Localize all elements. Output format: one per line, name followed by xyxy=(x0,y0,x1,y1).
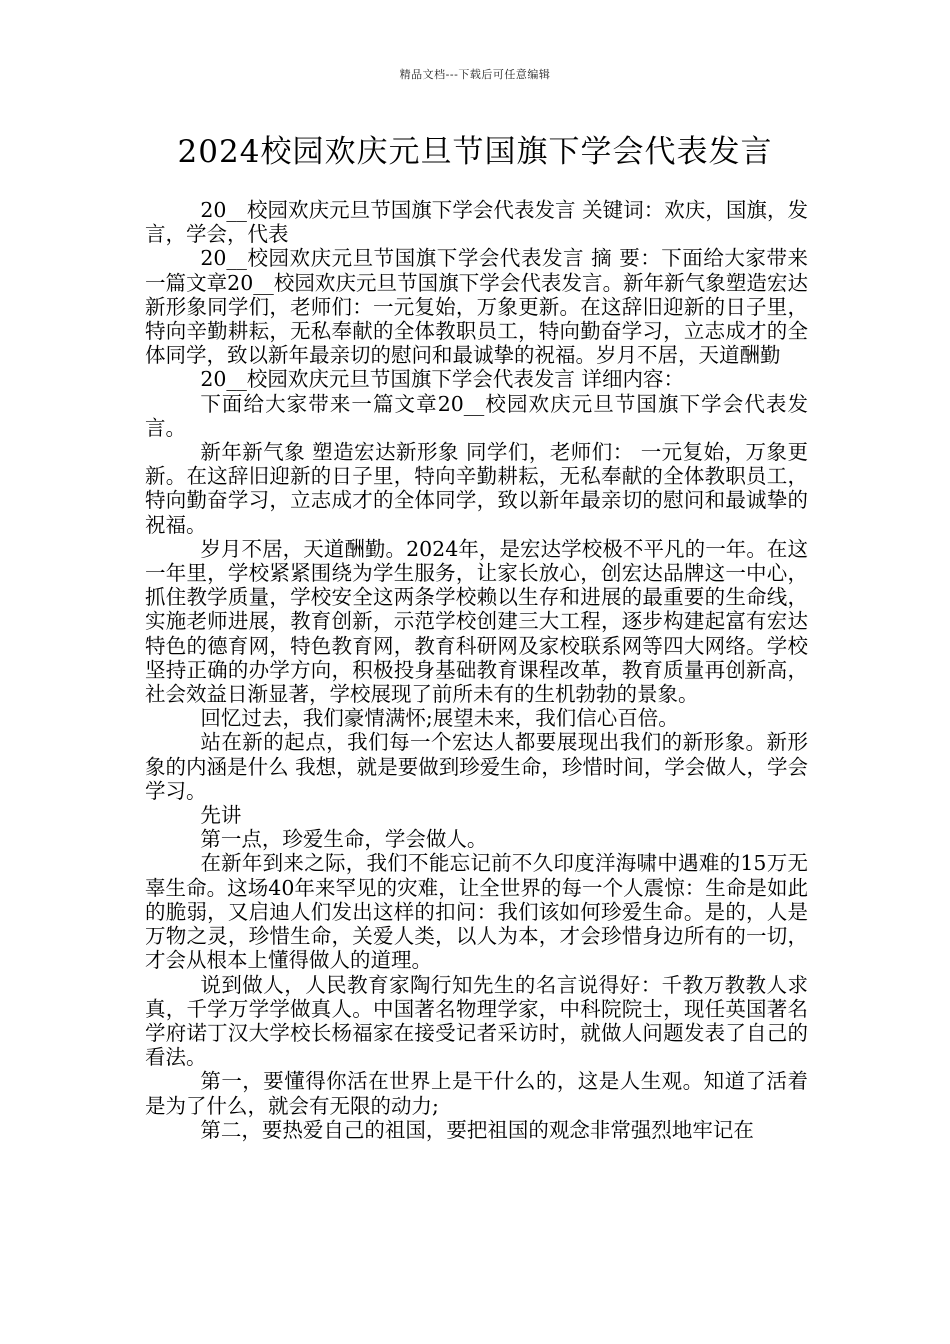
paragraph: 20__校园欢庆元旦节国旗下学会代表发言 关键词：欢庆，国旗，发言，学会，代表 xyxy=(145,198,808,247)
paragraph: 20__校园欢庆元旦节国旗下学会代表发言 详细内容： xyxy=(200,367,684,392)
paragraph: 下面给大家带来一篇文章20__校园欢庆元旦节国旗下学会代表发言。 xyxy=(145,391,808,440)
paragraph: 第一，要懂得你活在世界上是干什么的，这是人生观。知道了活着是为了什么，就会有无限的动力; xyxy=(145,1069,808,1118)
paragraph: 先讲 xyxy=(200,803,242,828)
paragraph: 站在新的起点，我们每一个宏达人都要展现出我们的新形象。新形象的内涵是什么 我想，就是要做到珍爱生命，珍惜时间，学会做人，学会学习。 xyxy=(145,730,808,803)
paragraph: 在新年到来之际，我们不能忘记前不久印度洋海啸中遇难的15万无辜生命。这场40年来罕见的灾难，让全世界的每一个人震惊：生命是如此的脆弱，又启迪人们发出这样的扣问：我们该如何珍爱生命。是的，人是万物之灵，珍惜生命，关爱人类，以人为本，才会珍惜身边所有的一切，才会从根本上懂得做人的道理。 xyxy=(145,851,808,973)
paragraph: 说到做人，人民教育家陶行知先生的名言说得好：千教万教教人求真，千学万学学做真人。中国著名物理学家，中科院院士，现任英国著名学府诺丁汉大学校长杨福家在接受记者采访时，就做人问题发表了自己的看法。 xyxy=(145,972,808,1070)
page-header: 精品文档---下载后可任意编辑 xyxy=(399,68,551,81)
paragraph: 第一点，珍爱生命，学会做人。 xyxy=(200,827,488,852)
document-body xyxy=(145,198,808,1142)
paragraph: 第二，要热爱自己的祖国，要把祖国的观念非常强烈地牢记在 xyxy=(200,1117,754,1142)
paragraph: 新年新气象 塑造宏达新形象 同学们，老师们： 一元复始，万象更新。在这辞旧迎新的日子里，特向辛勤耕耘，无私奉献的全体教职员工，特向勤奋学习，立志成才的全体同学，致以新年最亲切的慰问和最诚挚的祝福。 xyxy=(145,440,808,537)
paragraph: 岁月不居，天道酬勤。2024年，是宏达学校极不平凡的一年。在这一年里，学校紧紧围绕为学生服务，让家长放心，创宏达品牌这一中心，抓住教学质量，学校安全这两条学校赖以生存和进展的最重要的生命线，实施老师进展，教育创新，示范学校创建三大工程，逐步构建起富有宏达特色的德育网，特色教育网，教育科研网及家校联系网等四大网络。学校坚持正确的办学方向，积极投身基础教育课程改革，教育质量再创新高，社会效益日渐显著，学校展现了前所未有的生机勃勃的景象。 xyxy=(145,536,808,707)
document-title: 2024校园欢庆元旦节国旗下学会代表发言 xyxy=(177,134,773,170)
paragraph: 20__校园欢庆元旦节国旗下学会代表发言 摘 要：下面给大家带来一篇文章20__校园欢庆元旦节国旗下学会代表发言。新年新气象塑造宏达新形象同学们，老师们：一元复始，万象更新。在这辞旧迎新的日子里，特向辛勤耕耘，无私奉献的全体教职员工，特向勤奋学习，立志成才的全体同学，致以新年最亲切的慰问和最诚挚的祝福。岁月不居，天道酬勤 xyxy=(145,246,808,368)
paragraph: 回忆过去，我们豪情满怀;展望未来，我们信心百倍。 xyxy=(200,706,679,731)
